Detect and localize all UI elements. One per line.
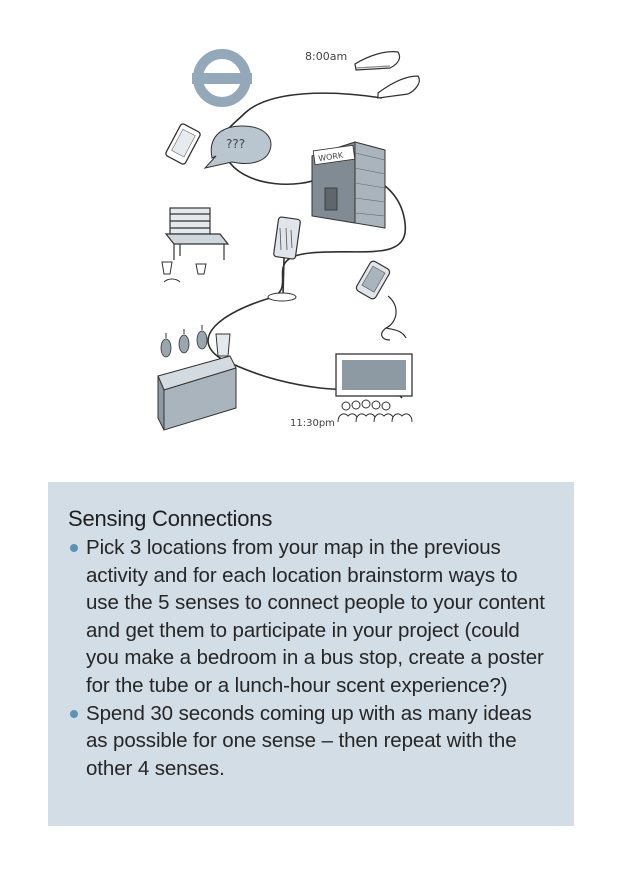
list-item-text: Spend 30 seconds coming up with as many ideas as possible for one sense – then repeat with the other 4 senses.	[86, 701, 532, 780]
time-start-label: 8:00am	[305, 50, 348, 63]
underground-logo-icon	[192, 54, 252, 102]
bus-stop-sign-icon	[268, 217, 301, 301]
list-item-text: Pick 3 locations from your map in the previous activity and for each location brainstorm ways to use the 5 senses to connect people to your content and get them to participate in your project (could you make a bedroom in a bus stop, create a poster for the tube or a lunch-hour scent experience?)	[86, 536, 545, 697]
bench-icon	[166, 208, 228, 260]
bullet-dot-icon	[70, 544, 78, 552]
earphones-icon	[382, 296, 406, 340]
bullet-list	[68, 534, 554, 782]
office-building-icon	[312, 142, 385, 228]
phone-icon	[165, 123, 201, 165]
audience-icon	[338, 400, 412, 422]
bar-table-icon	[158, 325, 236, 430]
cinema-screen-icon	[336, 354, 412, 396]
activity-panel	[48, 482, 574, 826]
journey-map-svg	[150, 38, 430, 438]
cups-icon	[162, 262, 206, 282]
speech-bubble-icon	[205, 126, 271, 168]
work-sign: WORK	[317, 150, 344, 164]
panel-title: Sensing Connections	[68, 506, 273, 531]
list-item	[68, 534, 554, 700]
journey-map-illustration	[150, 38, 430, 438]
speech-bubble-text: ???	[226, 137, 246, 151]
mp3-player-icon	[355, 260, 391, 300]
list-item	[68, 700, 554, 783]
bullet-dot-icon	[70, 710, 78, 718]
time-end-label: 11:30pm	[290, 418, 335, 429]
shoes-icon	[355, 52, 419, 98]
